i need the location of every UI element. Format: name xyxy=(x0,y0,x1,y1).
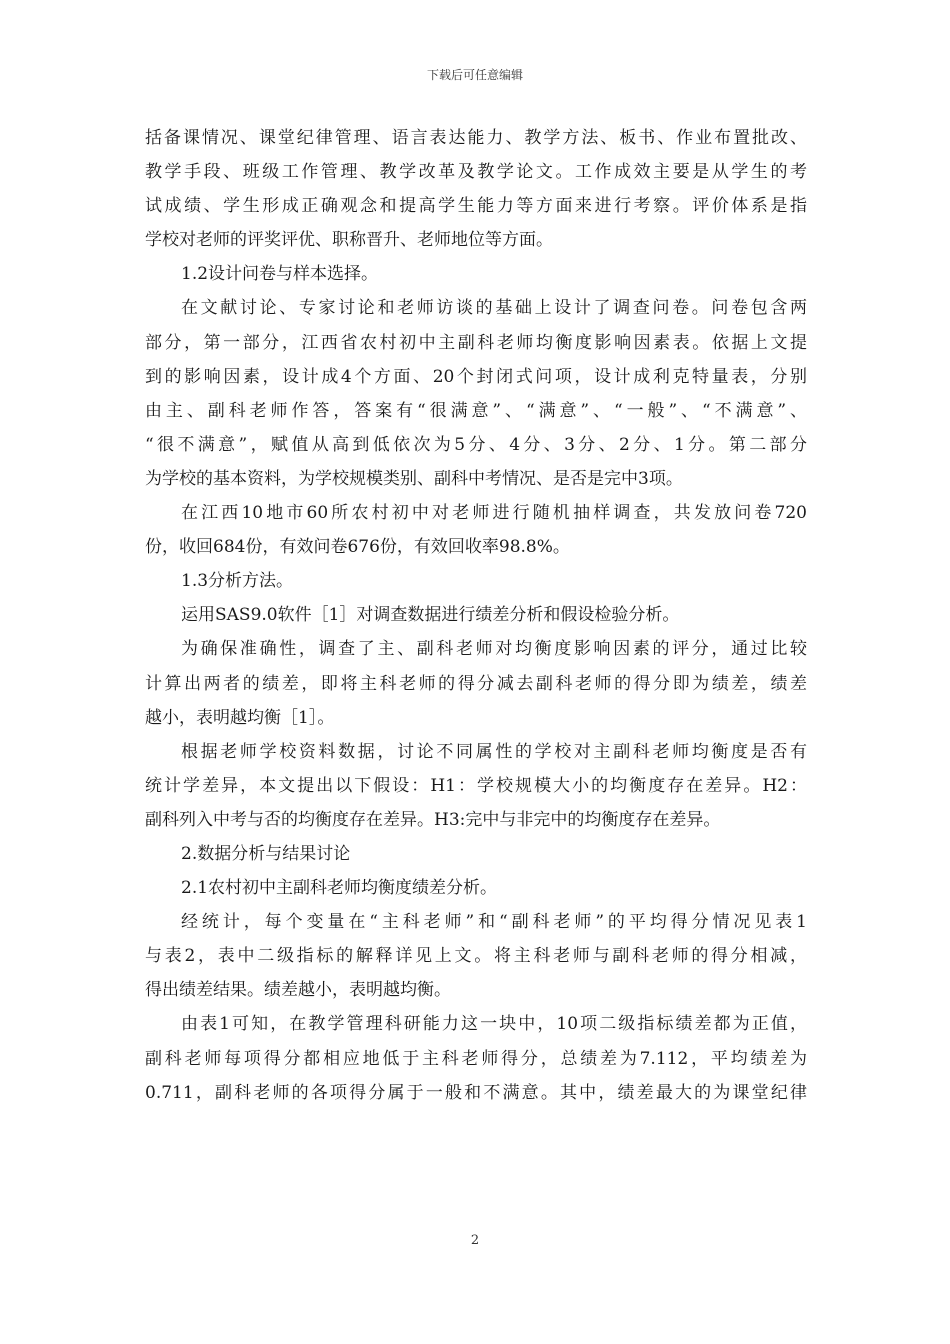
section-heading: 2.1农村初中主副科老师均衡度绩差分析。 xyxy=(181,878,498,899)
text-line: 与表2，表中二级指标的解释详见上文。将主科老师与副科老师的得分相减， xyxy=(145,946,807,967)
text-line: 学校对老师的评奖评优、职称晋升、老师地位等方面。 xyxy=(145,230,553,251)
text-line: 运用SAS9.0软件［1］对调查数据进行绩差分析和假设检验分析。 xyxy=(181,605,680,626)
text-line: 副科老师每项得分都相应地低于主科老师得分，总绩差为7.112，平均绩差为 xyxy=(145,1048,807,1069)
text-line: 部分，第一部分，江西省农村初中主副科老师均衡度影响因素表。依据上文提 xyxy=(145,332,807,353)
text-line: 经统计，每个变量在“主科老师”和“副科老师”的平均得分情况见表1 xyxy=(181,912,807,933)
page-header: 下载后可任意编辑 xyxy=(426,68,523,82)
page-number: 2 xyxy=(470,1233,480,1248)
text-line: 为学校的基本资料，为学校规模类别、副科中考情况、是否是完中3项。 xyxy=(145,468,683,489)
text-line: 在江西10地市60所农村初中对老师进行随机抽样调查，共发放问卷720 xyxy=(181,503,807,524)
section-heading: 1.3分析方法。 xyxy=(181,571,294,592)
text-line: 教学手段、班级工作管理、教学改革及教学论文。工作成效主要是从学生的考 xyxy=(145,162,807,183)
text-line: 副科列入中考与否的均衡度存在差异。H3:完中与非完中的均衡度存在差异。 xyxy=(145,809,721,830)
text-line: 为确保准确性，调查了主、副科老师对均衡度影响因素的评分，通过比较 xyxy=(181,639,807,660)
section-heading: 1.2设计问卷与样本选择。 xyxy=(181,264,379,285)
text-line: 试成绩、学生形成正确观念和提高学生能力等方面来进行考察。评价体系是指 xyxy=(145,196,807,217)
text-line: 份，收回684份，有效问卷676份，有效回收率98.8%。 xyxy=(145,537,570,558)
text-line: 根据老师学校资料数据，讨论不同属性的学校对主副科老师均衡度是否有 xyxy=(181,741,807,762)
text-line: 在文献讨论、专家讨论和老师访谈的基础上设计了调查问卷。问卷包含两 xyxy=(181,298,807,319)
text-line: 0.711，副科老师的各项得分属于一般和不满意。其中，绩差最大的为课堂纪律 xyxy=(145,1082,807,1103)
text-line: 由表1可知，在教学管理科研能力这一块中，10项二级指标绩差都为正值， xyxy=(181,1014,807,1035)
text-line: 越小，表明越均衡［1］。 xyxy=(145,707,335,728)
text-line: “很不满意”，赋值从高到低依次为5分、4分、3分、2分、1分。第二部分 xyxy=(145,434,807,455)
text-line: 括备课情况、课堂纪律管理、语言表达能力、教学方法、板书、作业布置批改、 xyxy=(145,128,807,148)
text-line: 由主、副科老师作答，答案有“很满意”、“满意”、“一般”、“不满意”、 xyxy=(145,400,807,421)
text-line: 得出绩差结果。绩差越小，表明越均衡。 xyxy=(145,980,451,1001)
text-line: 到的影响因素，设计成4个方面、20个封闭式问项，设计成利克特量表，分别 xyxy=(145,366,807,387)
section-heading: 2.数据分析与结果讨论 xyxy=(181,843,351,864)
text-line: 计算出两者的绩差，即将主科老师的得分减去副科老师的得分即为绩差，绩差 xyxy=(145,673,807,694)
document-body xyxy=(145,121,807,1110)
text-line: 统计学差异，本文提出以下假设：H1：学校规模大小的均衡度存在差异。H2： xyxy=(145,775,807,796)
